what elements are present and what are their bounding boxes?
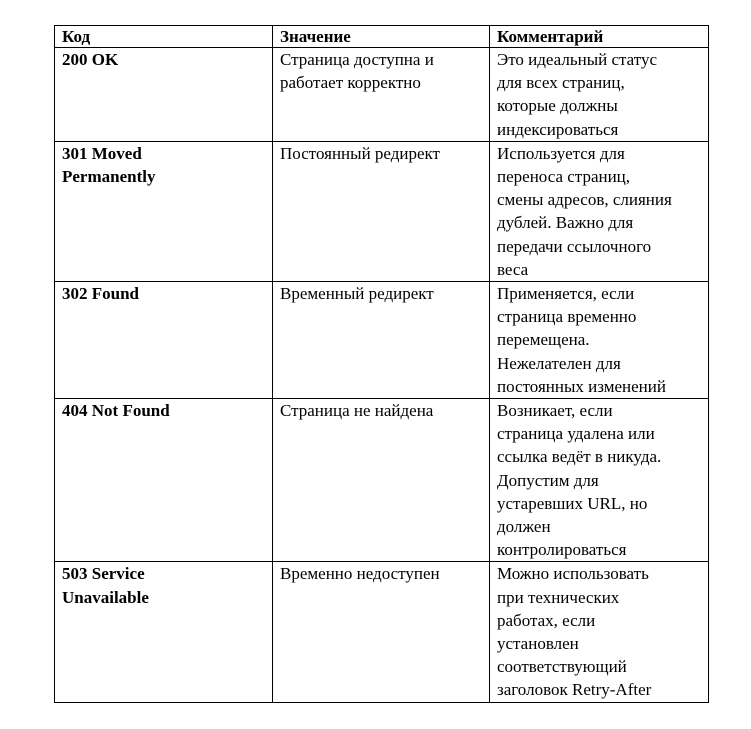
code-cell-line: Permanently	[62, 167, 156, 187]
meaning-cell	[273, 141, 490, 281]
code-cell-line: 302 Found	[62, 284, 139, 304]
comment-cell-line: работах, если	[497, 610, 596, 630]
code-cell	[55, 399, 273, 562]
comment-cell-line: смены адресов, слияния	[497, 190, 672, 210]
comment-cell-line: Возникает, если	[497, 401, 613, 421]
comment-cell-line: для всех страниц,	[497, 73, 625, 93]
meaning-cell-line: Страница доступна и	[280, 50, 434, 69]
code-cell	[55, 48, 273, 142]
comment-cell	[490, 282, 709, 399]
meaning-cell-line: Страница не найдена	[280, 401, 434, 421]
header-meaning: Значение	[273, 26, 490, 48]
table-row	[55, 562, 709, 702]
comment-cell-line: ссылка ведёт в никуда.	[497, 447, 662, 467]
code-cell	[55, 562, 273, 702]
comment-cell-line: Применяется, если	[497, 284, 635, 304]
meaning-cell-line: Постоянный редирект	[280, 143, 440, 163]
comment-cell	[490, 399, 709, 562]
table-row	[55, 282, 709, 399]
comment-cell	[490, 48, 709, 142]
comment-cell-line: веса	[497, 259, 529, 279]
table-row	[55, 48, 709, 142]
code-cell-line: 301 Moved	[62, 143, 142, 163]
comment-cell-line: Это идеальный статус	[497, 50, 658, 69]
comment-cell-line: Можно использовать	[497, 564, 649, 584]
meaning-cell-line: работает корректно	[280, 73, 421, 93]
comment-cell-line: индексироваться	[497, 119, 619, 139]
code-cell	[55, 282, 273, 399]
comment-cell-line: при технических	[497, 587, 620, 607]
comment-cell-line: которые должны	[497, 96, 618, 116]
comment-cell-line: установлен	[497, 634, 579, 654]
comment-cell	[490, 141, 709, 281]
comment-cell-line: устаревших URL, но	[497, 493, 648, 513]
code-cell-line: 200 OK	[62, 50, 119, 69]
meaning-cell-line: Временный редирект	[280, 284, 434, 304]
status-codes-table	[54, 25, 709, 703]
comment-cell-line: страница временно	[497, 307, 637, 327]
code-cell-line: 503 Service	[62, 564, 145, 584]
code-cell-line: 404 Not Found	[62, 401, 170, 421]
meaning-cell	[273, 562, 490, 702]
meaning-cell-line: Временно недоступен	[280, 564, 440, 584]
table-body	[55, 48, 709, 703]
comment-cell-line: соответствующий	[497, 657, 627, 677]
code-cell	[55, 141, 273, 281]
meaning-cell	[273, 282, 490, 399]
comment-cell-line: Используется для	[497, 143, 625, 163]
header-code: Код	[55, 26, 273, 48]
comment-cell-line: заголовок Retry-After	[497, 680, 652, 700]
comment-cell-line: перемещена.	[497, 330, 590, 350]
table-row	[55, 399, 709, 562]
table-row	[55, 141, 709, 281]
comment-cell-line: контролироваться	[497, 540, 627, 560]
meaning-cell	[273, 48, 490, 142]
comment-cell-line: передачи ссылочного	[497, 236, 652, 256]
comment-cell-line: Нежелателен для	[497, 353, 621, 373]
comment-cell-line: переноса страниц,	[497, 167, 631, 187]
comment-cell-line: постоянных изменений	[497, 376, 666, 396]
meaning-cell	[273, 399, 490, 562]
comment-cell	[490, 562, 709, 702]
comment-cell-line: страница удалена или	[497, 424, 655, 444]
table-header-row	[55, 26, 709, 48]
comment-cell-line: должен	[497, 517, 551, 537]
comment-cell-line: дублей. Важно для	[497, 213, 634, 233]
comment-cell-line: Допустим для	[497, 470, 599, 490]
header-comment: Комментарий	[490, 26, 709, 48]
code-cell-line: Unavailable	[62, 587, 149, 607]
